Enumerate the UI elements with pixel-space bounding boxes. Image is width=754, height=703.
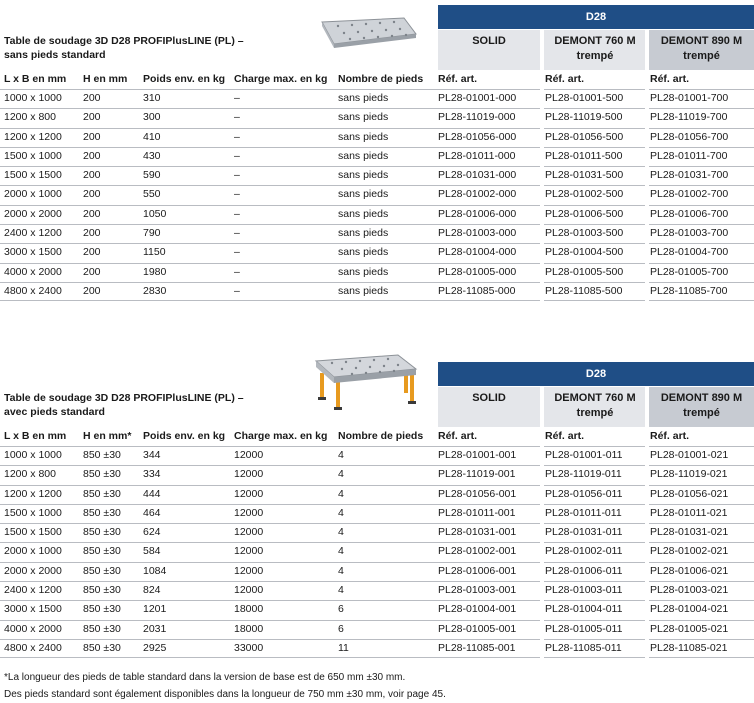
weight-cell: 1084 [143, 564, 167, 577]
dimension-cell: 4800 x 2400 [4, 641, 62, 654]
ref-solid-cell: PL28-01011-000 [438, 149, 516, 162]
height-cell: 200 [83, 92, 101, 104]
ref-demont-760-cell: PL28-01056-500 [545, 130, 624, 143]
ref-demont-760-cell: PL28-01006-011 [545, 564, 623, 577]
dimension-cell: 1500 x 1500 [4, 169, 62, 182]
ref-demont-890-cell: PL28-01056-700 [650, 130, 729, 143]
ref-demont-760-cell: PL28-01001-500 [545, 92, 624, 104]
ref-demont-890-cell: PL28-01001-700 [650, 92, 729, 104]
max-load-cell: 12000 [234, 584, 264, 597]
table-row [0, 600, 754, 619]
weight-cell: 444 [143, 487, 161, 500]
ref-demont-890-cell: PL28-01003-021 [650, 584, 729, 597]
legs-count-cell: 4 [338, 545, 344, 558]
weight-cell: 790 [143, 227, 161, 240]
max-load-cell: – [234, 265, 240, 278]
ref-solid-cell: PL28-01001-000 [438, 92, 517, 104]
max-load-cell: – [234, 246, 240, 259]
max-load-cell: 12000 [234, 449, 264, 461]
table-row [0, 147, 754, 166]
table-top-image [308, 14, 420, 48]
max-load-cell: 33000 [234, 641, 264, 654]
weight-cell: 2830 [143, 284, 167, 297]
ref-demont-760-cell: PL28-01031-500 [545, 169, 624, 182]
height-cell: 200 [83, 207, 101, 220]
height-cell: 850 ±30 [83, 526, 121, 539]
ref-solid-cell: PL28-01001-001 [438, 449, 517, 461]
ref-demont-760-cell: PL28-01003-500 [545, 227, 624, 240]
dimension-cell: 2000 x 1000 [4, 545, 62, 558]
table-row [0, 263, 754, 282]
weight-cell: 300 [143, 111, 161, 124]
dimension-cell: 1500 x 1500 [4, 526, 62, 539]
legs-count-cell: sans pieds [338, 284, 389, 297]
legs-count-cell: 4 [338, 506, 344, 519]
header-demont-760: DEMONT 760 M trempé [544, 387, 646, 427]
ref-solid-cell: PL28-01004-000 [438, 246, 517, 259]
max-load-cell: – [234, 130, 240, 143]
ref-demont-890-cell: PL28-01011-700 [650, 149, 728, 162]
ref-solid-cell: PL28-01003-001 [438, 584, 517, 597]
ref-solid-cell: PL28-01003-000 [438, 227, 517, 240]
ref-solid-cell: PL28-11085-000 [438, 284, 516, 297]
height-cell: 850 ±30 [83, 506, 121, 519]
weight-cell: 430 [143, 149, 161, 162]
legs-count-cell: 4 [338, 584, 344, 597]
max-load-cell: 12000 [234, 564, 264, 577]
max-load-cell: – [234, 227, 240, 240]
table-row [0, 89, 754, 108]
ref-demont-890-cell: PL28-01002-700 [650, 188, 729, 201]
max-load-cell: – [234, 207, 240, 220]
dimension-cell: 1500 x 1000 [4, 149, 62, 162]
ref-solid-cell: PL28-01002-001 [438, 545, 517, 558]
legs-count-cell: sans pieds [338, 92, 389, 104]
height-cell: 850 ±30 [83, 603, 121, 616]
ref-solid-cell: PL28-01056-000 [438, 130, 517, 143]
weight-cell: 310 [143, 92, 161, 104]
legs-count-cell: sans pieds [338, 246, 389, 259]
legs-count-cell: sans pieds [338, 111, 389, 124]
dimension-cell: 1200 x 800 [4, 111, 56, 124]
height-cell: 200 [83, 111, 101, 124]
ref-solid-cell: PL28-11085-001 [438, 641, 516, 654]
dimension-cell: 3000 x 1500 [4, 603, 62, 616]
weight-cell: 2925 [143, 641, 167, 654]
ref-solid-cell: PL28-01004-001 [438, 603, 517, 616]
dimension-cell: 1000 x 1000 [4, 92, 62, 104]
max-load-cell: – [234, 188, 240, 201]
dimension-cell: 2000 x 1000 [4, 188, 62, 201]
table-row [0, 485, 754, 504]
ref-solid-cell: PL28-01031-001 [438, 526, 517, 539]
table-row [0, 282, 754, 301]
dimension-cell: 2000 x 2000 [4, 207, 62, 220]
series-band: D28 [438, 5, 754, 29]
table-body [0, 446, 754, 658]
dimension-cell: 1500 x 1000 [4, 506, 62, 519]
ref-demont-760-cell: PL28-01031-011 [545, 526, 623, 539]
ref-demont-760-cell: PL28-01004-500 [545, 246, 624, 259]
height-cell: 850 ±30 [83, 641, 121, 654]
ref-solid-cell: PL28-01006-000 [438, 207, 517, 220]
legs-count-cell: sans pieds [338, 207, 389, 220]
ref-demont-890-cell: PL28-01001-021 [650, 449, 729, 461]
max-load-cell: – [234, 149, 240, 162]
legs-count-cell: 4 [338, 564, 344, 577]
table-body [0, 89, 754, 301]
legs-count-cell: sans pieds [338, 169, 389, 182]
ref-demont-760-cell: PL28-01002-011 [545, 545, 623, 558]
ref-demont-890-cell: PL28-11019-021 [650, 468, 728, 481]
ref-demont-890-cell: PL28-11085-021 [650, 641, 728, 654]
ref-demont-760-cell: PL28-01004-011 [545, 603, 623, 616]
weight-cell: 334 [143, 468, 161, 481]
ref-solid-cell: PL28-01006-001 [438, 564, 517, 577]
table-row [0, 620, 754, 639]
ref-demont-890-cell: PL28-01002-021 [650, 545, 729, 558]
ref-demont-890-cell: PL28-11085-700 [650, 284, 728, 297]
height-cell: 200 [83, 130, 101, 143]
weight-cell: 410 [143, 130, 161, 143]
ref-demont-890-cell: PL28-01006-021 [650, 564, 729, 577]
weight-cell: 590 [143, 169, 161, 182]
dimension-cell: 4800 x 2400 [4, 284, 62, 297]
weight-cell: 584 [143, 545, 161, 558]
max-load-cell: 12000 [234, 506, 264, 519]
table-row [0, 224, 754, 243]
legs-count-cell: sans pieds [338, 265, 389, 278]
dimension-cell: 4000 x 2000 [4, 622, 62, 635]
height-cell: 200 [83, 188, 101, 201]
ref-demont-760-cell: PL28-01002-500 [545, 188, 624, 201]
table-row [0, 185, 754, 204]
table-row [0, 581, 754, 600]
dimension-cell: 4000 x 2000 [4, 265, 62, 278]
ref-demont-890-cell: PL28-01004-700 [650, 246, 729, 259]
ref-demont-760-cell: PL28-01001-011 [545, 449, 623, 461]
ref-solid-cell: PL28-01056-001 [438, 487, 517, 500]
dimension-cell: 1200 x 800 [4, 468, 56, 481]
ref-demont-760-cell: PL28-11019-500 [545, 111, 623, 124]
ref-demont-760-cell: PL28-01011-011 [545, 506, 622, 519]
table-title: Table de soudage 3D D28 PROFIPlusLINE (PL) – avec pieds standard [4, 392, 244, 418]
max-load-cell: 18000 [234, 622, 264, 635]
legs-count-cell: 4 [338, 526, 344, 539]
max-load-cell: 18000 [234, 603, 264, 616]
ref-demont-760-cell: PL28-11019-011 [545, 468, 622, 481]
legs-count-cell: sans pieds [338, 227, 389, 240]
ref-demont-890-cell: PL28-01056-021 [650, 487, 729, 500]
legs-count-cell: 4 [338, 468, 344, 481]
ref-demont-890-cell: PL28-01031-700 [650, 169, 729, 182]
weight-cell: 344 [143, 449, 161, 461]
height-cell: 850 ±30 [83, 564, 121, 577]
ref-solid-cell: PL28-01005-001 [438, 622, 517, 635]
table-row [0, 128, 754, 147]
ref-solid-cell: PL28-01002-000 [438, 188, 517, 201]
dimension-cell: 2400 x 1200 [4, 227, 62, 240]
ref-demont-890-cell: PL28-01004-021 [650, 603, 729, 616]
height-cell: 200 [83, 227, 101, 240]
ref-demont-890-cell: PL28-01005-700 [650, 265, 729, 278]
max-load-cell: 12000 [234, 526, 264, 539]
legs-count-cell: 4 [338, 449, 344, 461]
legs-count-cell: sans pieds [338, 130, 389, 143]
ref-solid-cell: PL28-01005-000 [438, 265, 517, 278]
ref-demont-760-cell: PL28-11085-011 [545, 641, 622, 654]
table-row [0, 446, 754, 465]
dimension-cell: 1200 x 1200 [4, 130, 62, 143]
weight-cell: 1980 [143, 265, 167, 278]
max-load-cell: – [234, 284, 240, 297]
weight-cell: 624 [143, 526, 161, 539]
legs-count-cell: 4 [338, 487, 344, 500]
height-cell: 850 ±30 [83, 468, 121, 481]
ref-demont-890-cell: PL28-01031-021 [650, 526, 729, 539]
header-demont-890: DEMONT 890 M trempé [649, 387, 754, 427]
height-cell: 850 ±30 [83, 449, 121, 461]
height-cell: 850 ±30 [83, 545, 121, 558]
ref-demont-760-cell: PL28-01005-011 [545, 622, 623, 635]
table-row [0, 108, 754, 127]
table-row [0, 562, 754, 581]
dimension-cell: 1000 x 1000 [4, 449, 62, 461]
height-cell: 850 ±30 [83, 622, 121, 635]
ref-demont-760-cell: PL28-01005-500 [545, 265, 624, 278]
height-cell: 850 ±30 [83, 487, 121, 500]
table-row [0, 542, 754, 561]
max-load-cell: 12000 [234, 545, 264, 558]
weight-cell: 1150 [143, 246, 166, 259]
footnotes [4, 669, 446, 703]
footnote-2: Des pieds standard sont également disponibles dans la longueur de 750 mm ±30 mm, voir page 45. [4, 689, 446, 700]
dimension-cell: 2400 x 1200 [4, 584, 62, 597]
legs-count-cell: 11 [338, 641, 349, 654]
table-row [0, 465, 754, 484]
ref-solid-cell: PL28-01031-000 [438, 169, 517, 182]
weight-cell: 464 [143, 506, 161, 519]
ref-demont-760-cell: PL28-01011-500 [545, 149, 623, 162]
weight-cell: 550 [143, 188, 161, 201]
header-solid: SOLID [438, 387, 540, 427]
footnote-1: *La longueur des pieds de table standard dans la version de base est de 650 mm ±30 mm. [4, 672, 406, 683]
weight-cell: 1201 [143, 603, 167, 616]
max-load-cell: 12000 [234, 487, 264, 500]
ref-demont-890-cell: PL28-01005-021 [650, 622, 729, 635]
ref-demont-890-cell: PL28-01003-700 [650, 227, 729, 240]
height-cell: 850 ±30 [83, 584, 121, 597]
dimension-cell: 2000 x 2000 [4, 564, 62, 577]
series-band: D28 [438, 362, 754, 386]
ref-demont-760-cell: PL28-01006-500 [545, 207, 624, 220]
ref-solid-cell: PL28-11019-000 [438, 111, 516, 124]
max-load-cell: 12000 [234, 468, 264, 481]
ref-demont-760-cell: PL28-11085-500 [545, 284, 623, 297]
max-load-cell: – [234, 92, 240, 104]
table-with-legs-image [306, 351, 422, 413]
legs-count-cell: sans pieds [338, 149, 389, 162]
ref-solid-cell: PL28-11019-001 [438, 468, 516, 481]
table-row [0, 504, 754, 523]
height-cell: 200 [83, 149, 101, 162]
height-cell: 200 [83, 169, 101, 182]
weight-cell: 1050 [143, 207, 167, 220]
height-cell: 200 [83, 265, 101, 278]
max-load-cell: – [234, 111, 240, 124]
table-row [0, 205, 754, 224]
header-demont-760: DEMONT 760 M trempé [544, 30, 646, 70]
height-cell: 200 [83, 246, 101, 259]
ref-demont-760-cell: PL28-01056-011 [545, 487, 623, 500]
ref-solid-cell: PL28-01011-001 [438, 506, 516, 519]
max-load-cell: – [234, 169, 240, 182]
table-title: Table de soudage 3D D28 PROFIPlusLINE (PL) – sans pieds standard [4, 35, 244, 61]
height-cell: 200 [83, 284, 101, 297]
header-demont-890: DEMONT 890 M trempé [649, 30, 754, 70]
weight-cell: 2031 [143, 622, 167, 635]
dimension-cell: 1200 x 1200 [4, 487, 62, 500]
dimension-cell: 3000 x 1500 [4, 246, 62, 259]
weight-cell: 824 [143, 584, 161, 597]
legs-count-cell: 6 [338, 622, 344, 635]
column-headers: L x B en mm H en mm* Poids env. en kg Charge max. en kg Nombre de pieds Réf. art. Réf. art. Réf. art. [4, 430, 690, 442]
legs-count-cell: sans pieds [338, 188, 389, 201]
ref-demont-890-cell: PL28-01011-021 [650, 506, 728, 519]
ref-demont-890-cell: PL28-11019-700 [650, 111, 728, 124]
table-row [0, 166, 754, 185]
ref-demont-890-cell: PL28-01006-700 [650, 207, 729, 220]
table-row [0, 243, 754, 262]
table-row [0, 639, 754, 658]
table-row [0, 523, 754, 542]
column-headers: L x B en mm H en mm Poids env. en kg Charge max. en kg Nombre de pieds Réf. art. Réf. art. Réf. art. [4, 73, 690, 85]
header-solid: SOLID [438, 30, 540, 70]
legs-count-cell: 6 [338, 603, 344, 616]
ref-demont-760-cell: PL28-01003-011 [545, 584, 623, 597]
